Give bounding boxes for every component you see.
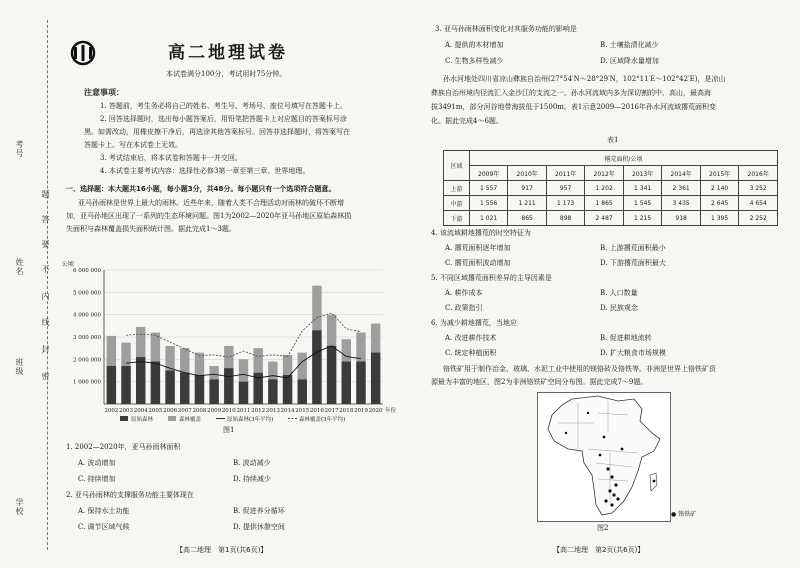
- school-logo-icon: [68, 40, 98, 66]
- q3-option-a[interactable]: A. 提供的木材增加: [445, 41, 504, 49]
- q4-option-b[interactable]: B. 上游撂荒面积最小: [600, 244, 666, 252]
- margin-seal-mid: 封: [41, 345, 50, 354]
- bar-primary-forest: [356, 362, 365, 404]
- legend-label: 森林覆盖(3年平均): [299, 417, 346, 423]
- table-row: [444, 211, 778, 226]
- table-cell: 917: [508, 181, 547, 196]
- legend-label: 原始森林: [131, 417, 154, 423]
- page-1: [58, 0, 403, 568]
- margin-yao: 要: [41, 240, 50, 249]
- x-tick-label: 2003: [119, 408, 134, 414]
- table-cell: 1 211: [508, 196, 547, 211]
- y-tick-label: 1 000 000: [73, 379, 101, 386]
- q1-option-d[interactable]: D. 持续减少: [233, 475, 271, 483]
- passage-2-line-2: 彝族自治州境内径流汇入金沙江的支流之一。孙水河流域内多为深切割的中、高山，最高海: [431, 89, 711, 97]
- note-4: 4. 本试卷主要考试内容：选择性必修3第一章至第三章、世界地理。: [100, 167, 310, 175]
- bar-primary-forest: [268, 379, 277, 404]
- bar-primary-forest: [239, 382, 248, 404]
- legend-label: 森林覆盖: [179, 417, 202, 423]
- africa-chromite-map: [537, 392, 671, 522]
- africa-outline-icon: [538, 393, 670, 521]
- bar-primary-forest: [327, 346, 336, 404]
- margin-xuexiao: 学校: [15, 498, 24, 516]
- margin-ti: 题: [41, 190, 50, 199]
- table-header-row: [444, 151, 778, 166]
- y-tick-label: 5 000 000: [73, 290, 101, 297]
- passage-3-line-1: 铬铁矿用于制作治金、玻璃、水泥工业中使用的镁铬砖及铬铁等。非洲是世界上铬铁矿资: [443, 365, 716, 373]
- q2-option-b[interactable]: B. 促进养分循环: [233, 507, 285, 515]
- x-tick-label: 2015: [295, 408, 310, 414]
- seal-line: [47, 20, 48, 550]
- q6-option-d[interactable]: D. 扩大粮食市场规模: [600, 349, 666, 357]
- passage-2-line-1: 孙水河地处四川省凉山彝族自治州(27°54′N～28°29′N，102°11′E～102°42′E)，是凉山: [443, 75, 726, 83]
- table-cell: 4 654: [739, 196, 778, 211]
- bar-primary-forest: [195, 375, 204, 404]
- table-year-row: [444, 166, 778, 181]
- x-tick-label: 2013: [265, 408, 280, 414]
- table-cell: 1 395: [700, 211, 739, 226]
- page-2: [425, 0, 785, 568]
- y-axis-label: 公顷: [62, 261, 75, 268]
- exam-subtitle: 本试卷满分100分，考试用时75分钟。: [166, 70, 287, 78]
- bar-primary-forest: [283, 375, 292, 404]
- x-tick-label: 2016: [309, 408, 324, 414]
- table-region-cell: 上游: [444, 181, 470, 196]
- passage-1-line-1: 亚马孙雨林是世界上最大的雨林。近些年来，随着人类不合理活动对雨林的破坏不断增: [78, 199, 344, 207]
- table-year-0: 2009年: [469, 166, 508, 181]
- table-cell: 1 341: [623, 181, 662, 196]
- table-region-cell: 下游: [444, 211, 470, 226]
- legend-swatch: [120, 416, 128, 421]
- note-2c: 答题卡上。写在本试卷上无效。: [84, 141, 182, 149]
- bar-primary-forest: [371, 353, 380, 404]
- bar-primary-forest: [180, 373, 189, 404]
- table-cell: 2 645: [700, 196, 739, 211]
- table-cell: 1 556: [469, 196, 508, 211]
- wasteland-table: [443, 150, 778, 226]
- bar-primary-forest: [107, 366, 116, 404]
- bar-primary-forest: [136, 357, 145, 404]
- table-cell: 3 252: [739, 181, 778, 196]
- table-region-cell: 中游: [444, 196, 470, 211]
- forest-loss-chart: [58, 256, 403, 426]
- x-tick-label: 2010: [221, 408, 236, 414]
- q4-option-c[interactable]: C. 撂荒面积波动增加: [445, 259, 511, 267]
- table-cell: 2 361: [662, 181, 701, 196]
- q4-option-d[interactable]: D. 下游撂荒面积最大: [600, 259, 666, 267]
- question-6: 6. 为减少耕地撂荒，当地应: [431, 319, 517, 327]
- q6-option-a[interactable]: A. 改进耕作技术: [445, 334, 497, 342]
- x-tick-label: 2009: [207, 408, 222, 414]
- q1-option-a[interactable]: A. 波动增加: [78, 459, 116, 467]
- q4-option-a[interactable]: A. 撂荒面积逐年增加: [445, 244, 511, 252]
- table-row: [444, 181, 778, 196]
- line-cover-3yr-avg: [126, 313, 361, 357]
- bar-primary-forest: [342, 362, 351, 404]
- question-4: 4. 该流域耕地撂荒的时空特征为: [431, 229, 531, 237]
- note-3: 3. 考试结束后，将本试卷和答题卡一并交回。: [100, 154, 242, 162]
- table-year-6: 2015年: [700, 166, 739, 181]
- table-cell: 2 487: [585, 211, 624, 226]
- margin-kaohao: 考号: [15, 140, 24, 158]
- q2-option-a[interactable]: A. 保持水土功能: [78, 507, 130, 515]
- binding-margin: [0, 0, 58, 568]
- margin-bu: 不: [41, 265, 50, 274]
- y-tick-label: 3 000 000: [73, 335, 101, 341]
- question-5: 5. 不同区域撂荒面积差异的主导因素是: [431, 274, 552, 282]
- legend-label: 原始森林(3年平均): [227, 417, 274, 423]
- table-cell: 1 545: [623, 196, 662, 211]
- bar-primary-forest: [209, 379, 218, 404]
- section-1-header: 一、选择题：本大题共16小题，每小题3分，共48分。每小题只有一个选项符合题意。: [66, 185, 336, 193]
- x-tick-label: 2017: [324, 408, 339, 414]
- margin-seal-left: 密: [41, 372, 50, 381]
- x-tick-label: 2020: [368, 408, 383, 414]
- margin-banji: 班级: [15, 358, 24, 376]
- note-2b: 黑。如需改动，用橡皮擦干净后，再选涂其他答案标号。回答非选择题时，将答案写在: [84, 128, 350, 136]
- x-tick-label: 2007: [177, 408, 192, 414]
- q3-option-c[interactable]: C. 生物多样性减少: [445, 57, 504, 65]
- table-cell: 1 865: [585, 196, 624, 211]
- q5-option-d[interactable]: D. 民族观念: [600, 304, 638, 312]
- q5-option-c[interactable]: C. 政策指引: [445, 304, 483, 312]
- table-year-5: 2014年: [662, 166, 701, 181]
- passage-2-line-3: 拔3491m，部分河谷地带海拔低于1500m。表1示意2009—2016年孙水河流域撂荒面积变: [431, 103, 716, 111]
- table-year-4: 2013年: [623, 166, 662, 181]
- table-cell: 918: [662, 211, 701, 226]
- question-3: 3. 亚马孙雨林面积变化对其服务功能的影响是: [435, 25, 577, 33]
- table-cell: 2 140: [700, 181, 739, 196]
- x-tick-label: 2011: [236, 408, 251, 414]
- table-cell: 1 021: [469, 211, 508, 226]
- page-title: 高二地理试卷: [168, 43, 288, 63]
- bar-primary-forest: [298, 379, 307, 404]
- q2-option-c[interactable]: C. 调节区域气候: [78, 523, 130, 531]
- question-1: 1. 2002—2020年，亚马孙雨林面积: [66, 443, 181, 451]
- table-cell: 957: [546, 181, 585, 196]
- table-cell: 3 435: [662, 196, 701, 211]
- q2-option-d[interactable]: D. 提供休憩空间: [233, 523, 285, 531]
- page-2-footer: 【高二地理 第2页(共6页)】: [553, 546, 645, 554]
- map-legend: ● 铬铁矿: [671, 511, 697, 518]
- q5-option-a[interactable]: A. 耕作成本: [445, 289, 483, 297]
- table-year-2: 2011年: [546, 166, 585, 181]
- q1-option-b[interactable]: B. 波动减少: [233, 459, 271, 467]
- margin-nei: 内: [41, 292, 50, 301]
- table-year-3: 2012年: [585, 166, 624, 181]
- margin-xingming: 姓名: [15, 258, 24, 276]
- x-axis-label: 年份: [385, 408, 397, 414]
- table-year-1: 2010年: [508, 166, 547, 181]
- table-year-7: 2016年: [739, 166, 778, 181]
- table-cell: 2 252: [739, 211, 778, 226]
- question-2: 2. 亚马孙雨林的支撑服务功能主要体现在: [66, 491, 194, 499]
- bar-primary-forest: [224, 368, 233, 404]
- q5-option-b[interactable]: B. 人口数量: [600, 289, 638, 297]
- table-cell: 865: [508, 211, 547, 226]
- x-tick-label: 2012: [251, 408, 266, 414]
- note-1: 1. 答题前，考生务必将自己的姓名、考生号、考场号、座位号填写在答题卡上。: [100, 102, 347, 110]
- table-row: [444, 196, 778, 211]
- q6-option-c[interactable]: C. 统定种植面积: [445, 349, 497, 357]
- x-tick-label: 2008: [192, 408, 207, 414]
- passage-1-line-3: 失面积与森林覆盖损失面积统计图。据此完成1～3题。: [66, 225, 236, 233]
- figure-1-caption: 图1: [223, 426, 235, 434]
- figure-2-caption: 图2: [597, 524, 609, 532]
- q1-option-c[interactable]: C. 持续增加: [78, 475, 116, 483]
- x-tick-label: 2005: [148, 408, 163, 414]
- passage-2-line-4: 化。据此完成4～6题。: [431, 117, 503, 125]
- y-tick-label: 4 000 000: [73, 312, 101, 319]
- x-tick-label: 2002: [104, 408, 119, 414]
- table-cell: 1 173: [546, 196, 585, 211]
- bar-primary-forest: [312, 330, 321, 404]
- x-tick-label: 2006: [163, 408, 178, 414]
- table-cell: 898: [546, 211, 585, 226]
- table-cell: 1 215: [623, 211, 662, 226]
- q6-option-b[interactable]: B. 促进耕地流转: [600, 334, 652, 342]
- notes-header: 注意事项：: [84, 88, 124, 97]
- y-tick-label: 2 000 000: [73, 357, 101, 364]
- legend-swatch: [168, 416, 176, 421]
- margin-seal-right: 线: [41, 318, 50, 327]
- x-tick-label: 2018: [339, 408, 354, 414]
- bar-primary-forest: [165, 371, 174, 405]
- table-header-region: 区域: [444, 151, 470, 181]
- table-cell: 1 202: [585, 181, 624, 196]
- x-tick-label: 2019: [353, 408, 368, 414]
- bar-primary-forest: [151, 362, 160, 404]
- margin-da: 答: [41, 215, 50, 224]
- x-tick-label: 2014: [280, 408, 295, 414]
- passage-3-line-2: 源最为丰富的地区，图2为非洲铬铁矿空间分布图。据此完成7～9题。: [431, 378, 648, 386]
- y-tick-label: 6 000 000: [73, 268, 101, 274]
- x-tick-label: 2004: [133, 408, 148, 414]
- note-2: 2. 回答选择题时，选出每小题答案后，用铅笔把答题卡上对应题目的答案标号涂: [100, 115, 347, 123]
- page-1-footer: 【高二地理 第1页(共6页)】: [176, 546, 268, 554]
- table-header-main: 撂荒面积/公顷: [469, 151, 777, 166]
- q3-option-b[interactable]: B. 土壤盐渍化减少: [600, 41, 659, 49]
- table-cell: 1 557: [469, 181, 508, 196]
- q3-option-d[interactable]: D. 区域降水量增加: [600, 57, 659, 65]
- table-1-caption: 表1: [607, 136, 619, 144]
- bar-primary-forest: [121, 366, 130, 404]
- passage-1-line-2: 加，亚马孙地区出现了一系列的生态环境问题。图1为2002—2020年亚马孙地区原始森林损: [66, 212, 352, 220]
